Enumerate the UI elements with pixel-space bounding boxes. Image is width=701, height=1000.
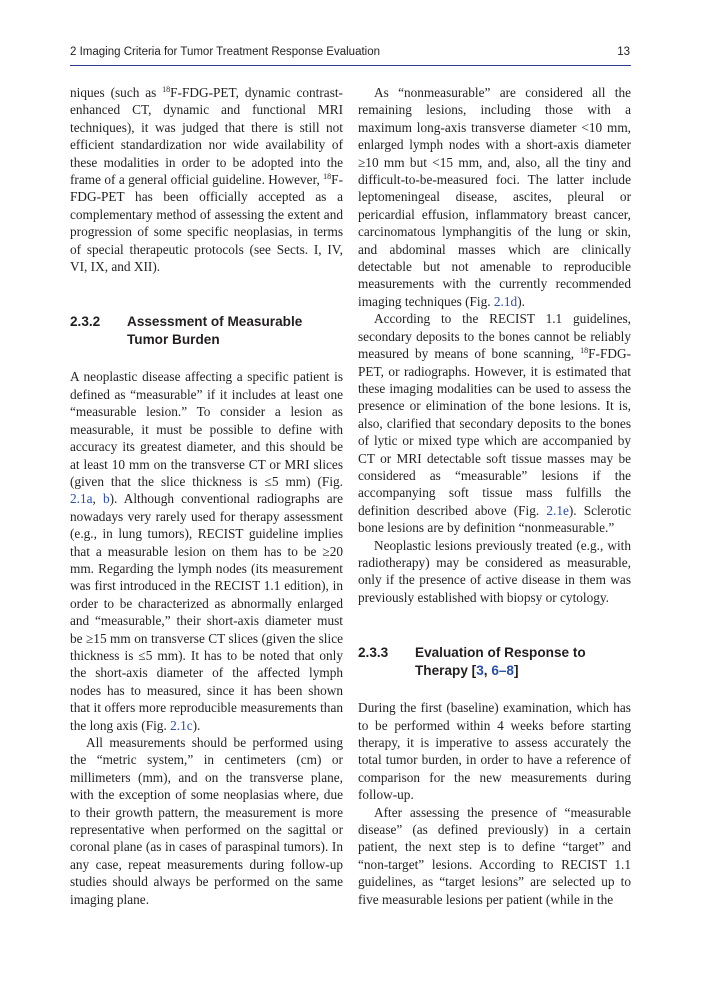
- paragraph: During the first (baseline) examination, which has to be performed within 4 weeks before starting therapy, it is imperative to assess accurately the total tumor burden, in order to have a reference of comparison for the new measurements during follow-up.: [358, 700, 631, 803]
- figure-link[interactable]: 2.1e: [546, 502, 569, 518]
- paragraph: niques (such as $^{18}$F-FDG-PET, dynamic contrast-enhanced CT, dynamic and functional MRI techniques), it was judged that there is still not efficient standardization nor wide availability of these modalities in order to be adopted into the frame of a general official guideline. However, $^{18}$F-FDG-PET has been officially accepted as a complementary method of assessing the extent and progression of some specific neoplasias, in terms of special therapeutic protocols (see Sects. I, IV, VI, IX, and XII).: [70, 85, 343, 275]
- figure-link[interactable]: 2.1c: [170, 717, 193, 733]
- right-column: [358, 84, 631, 908]
- section-number: 2.3.2: [70, 314, 101, 330]
- section-number: 2.3.3: [358, 645, 389, 661]
- section-heading-2-3-3: [358, 644, 631, 680]
- section-heading-2-3-2: [70, 313, 343, 349]
- paragraph: A neoplastic disease affecting a specific patient is defined as “measurable” if it includes at least one “measurable lesion.” To consider a lesion as measurable, it must be possible to define with accuracy its greatest diameter, and this should be at least 10 mm on the transverse CT or MRI slices (given that the slice thickness is ≤5 mm) (Fig. 2.1a, b). Although conventional radiographs are nowadays very rarely used for therapy assessment (e.g., in lung tumors), RECIST guideline implies that a measurable lesion on them has to be ≥20 mm. Regarding the lymph nodes (its measurement was first introduced in the RECIST 1.1 edition), in order to be characterized as abnormally enlarged and “measurable,” their short-axis diameter must be ≥15 mm on transverse CT slices (given the slice thickness is ≤5 mm). It has to be noted that only the short-axis diameter of the affected lymph nodes has to measured, since it has been shown that it offers more reproducible measurements than the long axis (Fig. 2.1c).: [70, 369, 343, 733]
- paragraph: All measurements should be performed using the “metric system,” in centimeters (cm) or millimeters (mm), and on the transverse plane, with the exception of some neoplasias where, due to their growth pattern, the measurement is more representative when performed on the sagittal or coronal plane (as in cases of paraspinal tumors). In any case, repeat measurements during follow-up studies should always be performed on the same imaging plane.: [70, 735, 343, 907]
- section-title: Assessment of Measurable Tumor Burden: [127, 314, 303, 348]
- figure-link[interactable]: 2.1d: [493, 293, 518, 309]
- paragraph: After assessing the presence of “measurable disease” (as defined previously) in a certain patient, the next step is to define “target” and “non-target” lesions. According to RECIST 1.1 guidelines, as “target lesions” are selected up to five measurable lesions per patient (while in the: [358, 804, 631, 907]
- citation-link[interactable]: 6–8: [491, 663, 514, 679]
- paragraph: According to the RECIST 1.1 guidelines, secondary deposits to the bones cannot be reliably measured by means of bone scanning, $^{18}$F-FDG-PET, or radiographs. However, it is estimated that these imaging modalities can be used to assess the presence or elimination of the bone lesions. It is, also, clarified that secondary deposits to the bones of lytic or mixed type which are accompanied by CT or MRI detectable soft tissue masses may be considered as “measurable” lesions if the accompanying soft tissue mass fulfills the definition described above (Fig. 2.1e). Sclerotic bone lesions are by definition “nonmeasurable.”: [358, 311, 631, 536]
- figure-link[interactable]: b: [102, 491, 110, 507]
- citation-link[interactable]: 3: [476, 663, 484, 679]
- paragraph: As “nonmeasurable” are considered all the remaining lesions, including those with a maximum long-axis transverse diameter <10 mm, enlarged lymph nodes with a short-axis diameter ≥10 mm but <15 mm, and, also, all the tiny and difficult-to-be-measured foci. The latter include leptomeningeal disease, ascites, pleural or pericardial effusion, inflammatory breast cancer, carcinomatous lymphangitis of the lung or skin, and abdominal masses which are clinically detectable but not amenable to reproducible measurements with the currently recommended imaging techniques (Fig. 2.1d).: [358, 85, 631, 309]
- page-number: 13: [617, 46, 630, 58]
- paragraph: Neoplastic lesions previously treated (e.g., with radiotherapy) may be considered as measurable, only if the presence of active disease in them was previously established with biopsy or cytology.: [358, 537, 631, 605]
- section-title: Evaluation of Response to Therapy [3, 6–8]: [415, 645, 586, 679]
- header-rule: [70, 65, 631, 66]
- chapter-title: 2 Imaging Criteria for Tumor Treatment Response Evaluation: [70, 46, 381, 58]
- left-column: [70, 84, 343, 908]
- figure-link[interactable]: 2.1a: [70, 491, 93, 507]
